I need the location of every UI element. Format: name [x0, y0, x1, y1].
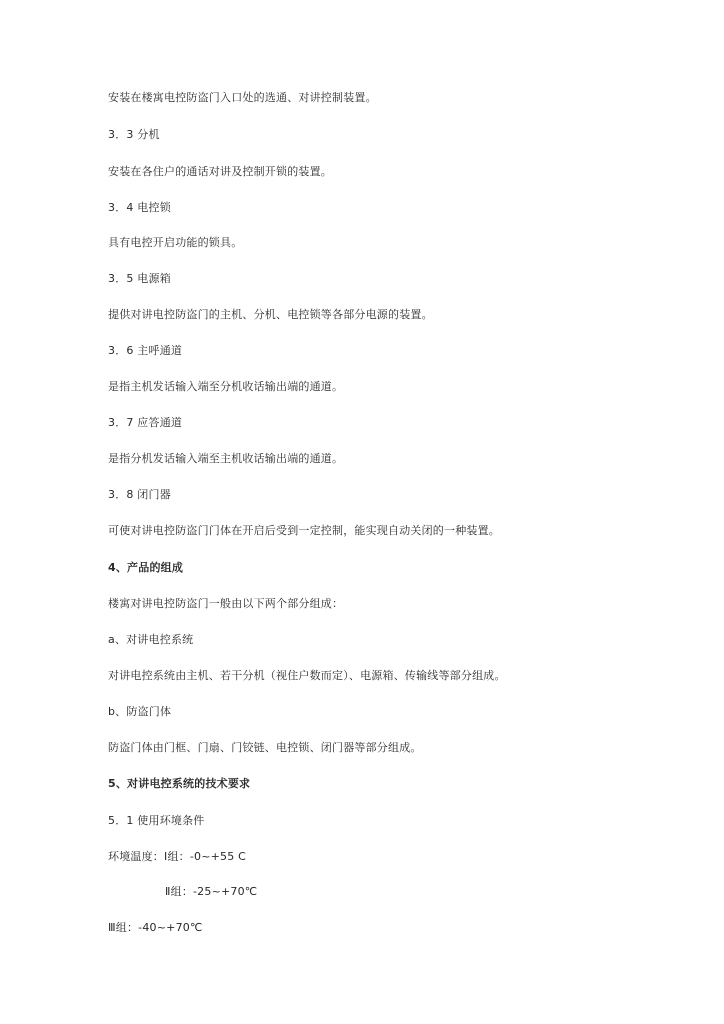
chapter-heading: 5、对讲电控系统的技术要求 — [108, 777, 251, 790]
section-heading: 3．8 闭门器 — [108, 488, 171, 501]
paragraph-text: 安装在各住户的通话对讲及控制开锁的装置。 — [108, 165, 332, 178]
section-heading: 3．5 电源箱 — [108, 272, 171, 285]
paragraph-text: 具有电控开启功能的锁具。 — [108, 236, 243, 249]
section-heading: 3．3 分机 — [108, 128, 160, 141]
section-heading: a、对讲电控系统 — [108, 633, 194, 646]
temperature-line: Ⅱ组：-25~+70℃ — [165, 885, 258, 898]
paragraph-text: 提供对讲电控防盗门的主机、分机、电控锁等各部分电源的装置。 — [108, 308, 433, 321]
chapter-heading: 4、产品的组成 — [108, 561, 184, 574]
section-heading: b、防盗门体 — [108, 705, 172, 718]
section-heading: 5．1 使用环境条件 — [108, 814, 205, 827]
section-heading: 3．4 电控锁 — [108, 201, 171, 214]
temperature-line: 环境温度：Ⅰ组：-0~+55 C — [108, 850, 247, 863]
paragraph-text: 对讲电控系统由主机、若干分机（视住户数而定）、电源箱、传输线等部分组成。 — [108, 669, 506, 682]
temperature-line: Ⅲ组：-40~+70℃ — [108, 921, 203, 934]
paragraph-text: 是指分机发话输入端至主机收话输出端的通道。 — [108, 452, 344, 465]
paragraph-text: 安装在楼寓电控防盗门入口处的选通、对讲控制装置。 — [108, 91, 377, 104]
paragraph-text: 防盗门体由门框、门扇、门铰链、电控锁、闭门器等部分组成。 — [108, 741, 422, 754]
paragraph-text: 楼寓对讲电控防盗门一般由以下两个部分组成： — [108, 597, 344, 610]
section-heading: 3．6 主呼通道 — [108, 344, 183, 357]
paragraph-text: 是指主机发话输入端至分机收话输出端的通道。 — [108, 380, 344, 393]
section-heading: 3．7 应答通道 — [108, 416, 183, 429]
paragraph-text: 可使对讲电控防盗门门体在开启后受到一定控制，能实现自动关闭的一种装置。 — [108, 524, 500, 537]
